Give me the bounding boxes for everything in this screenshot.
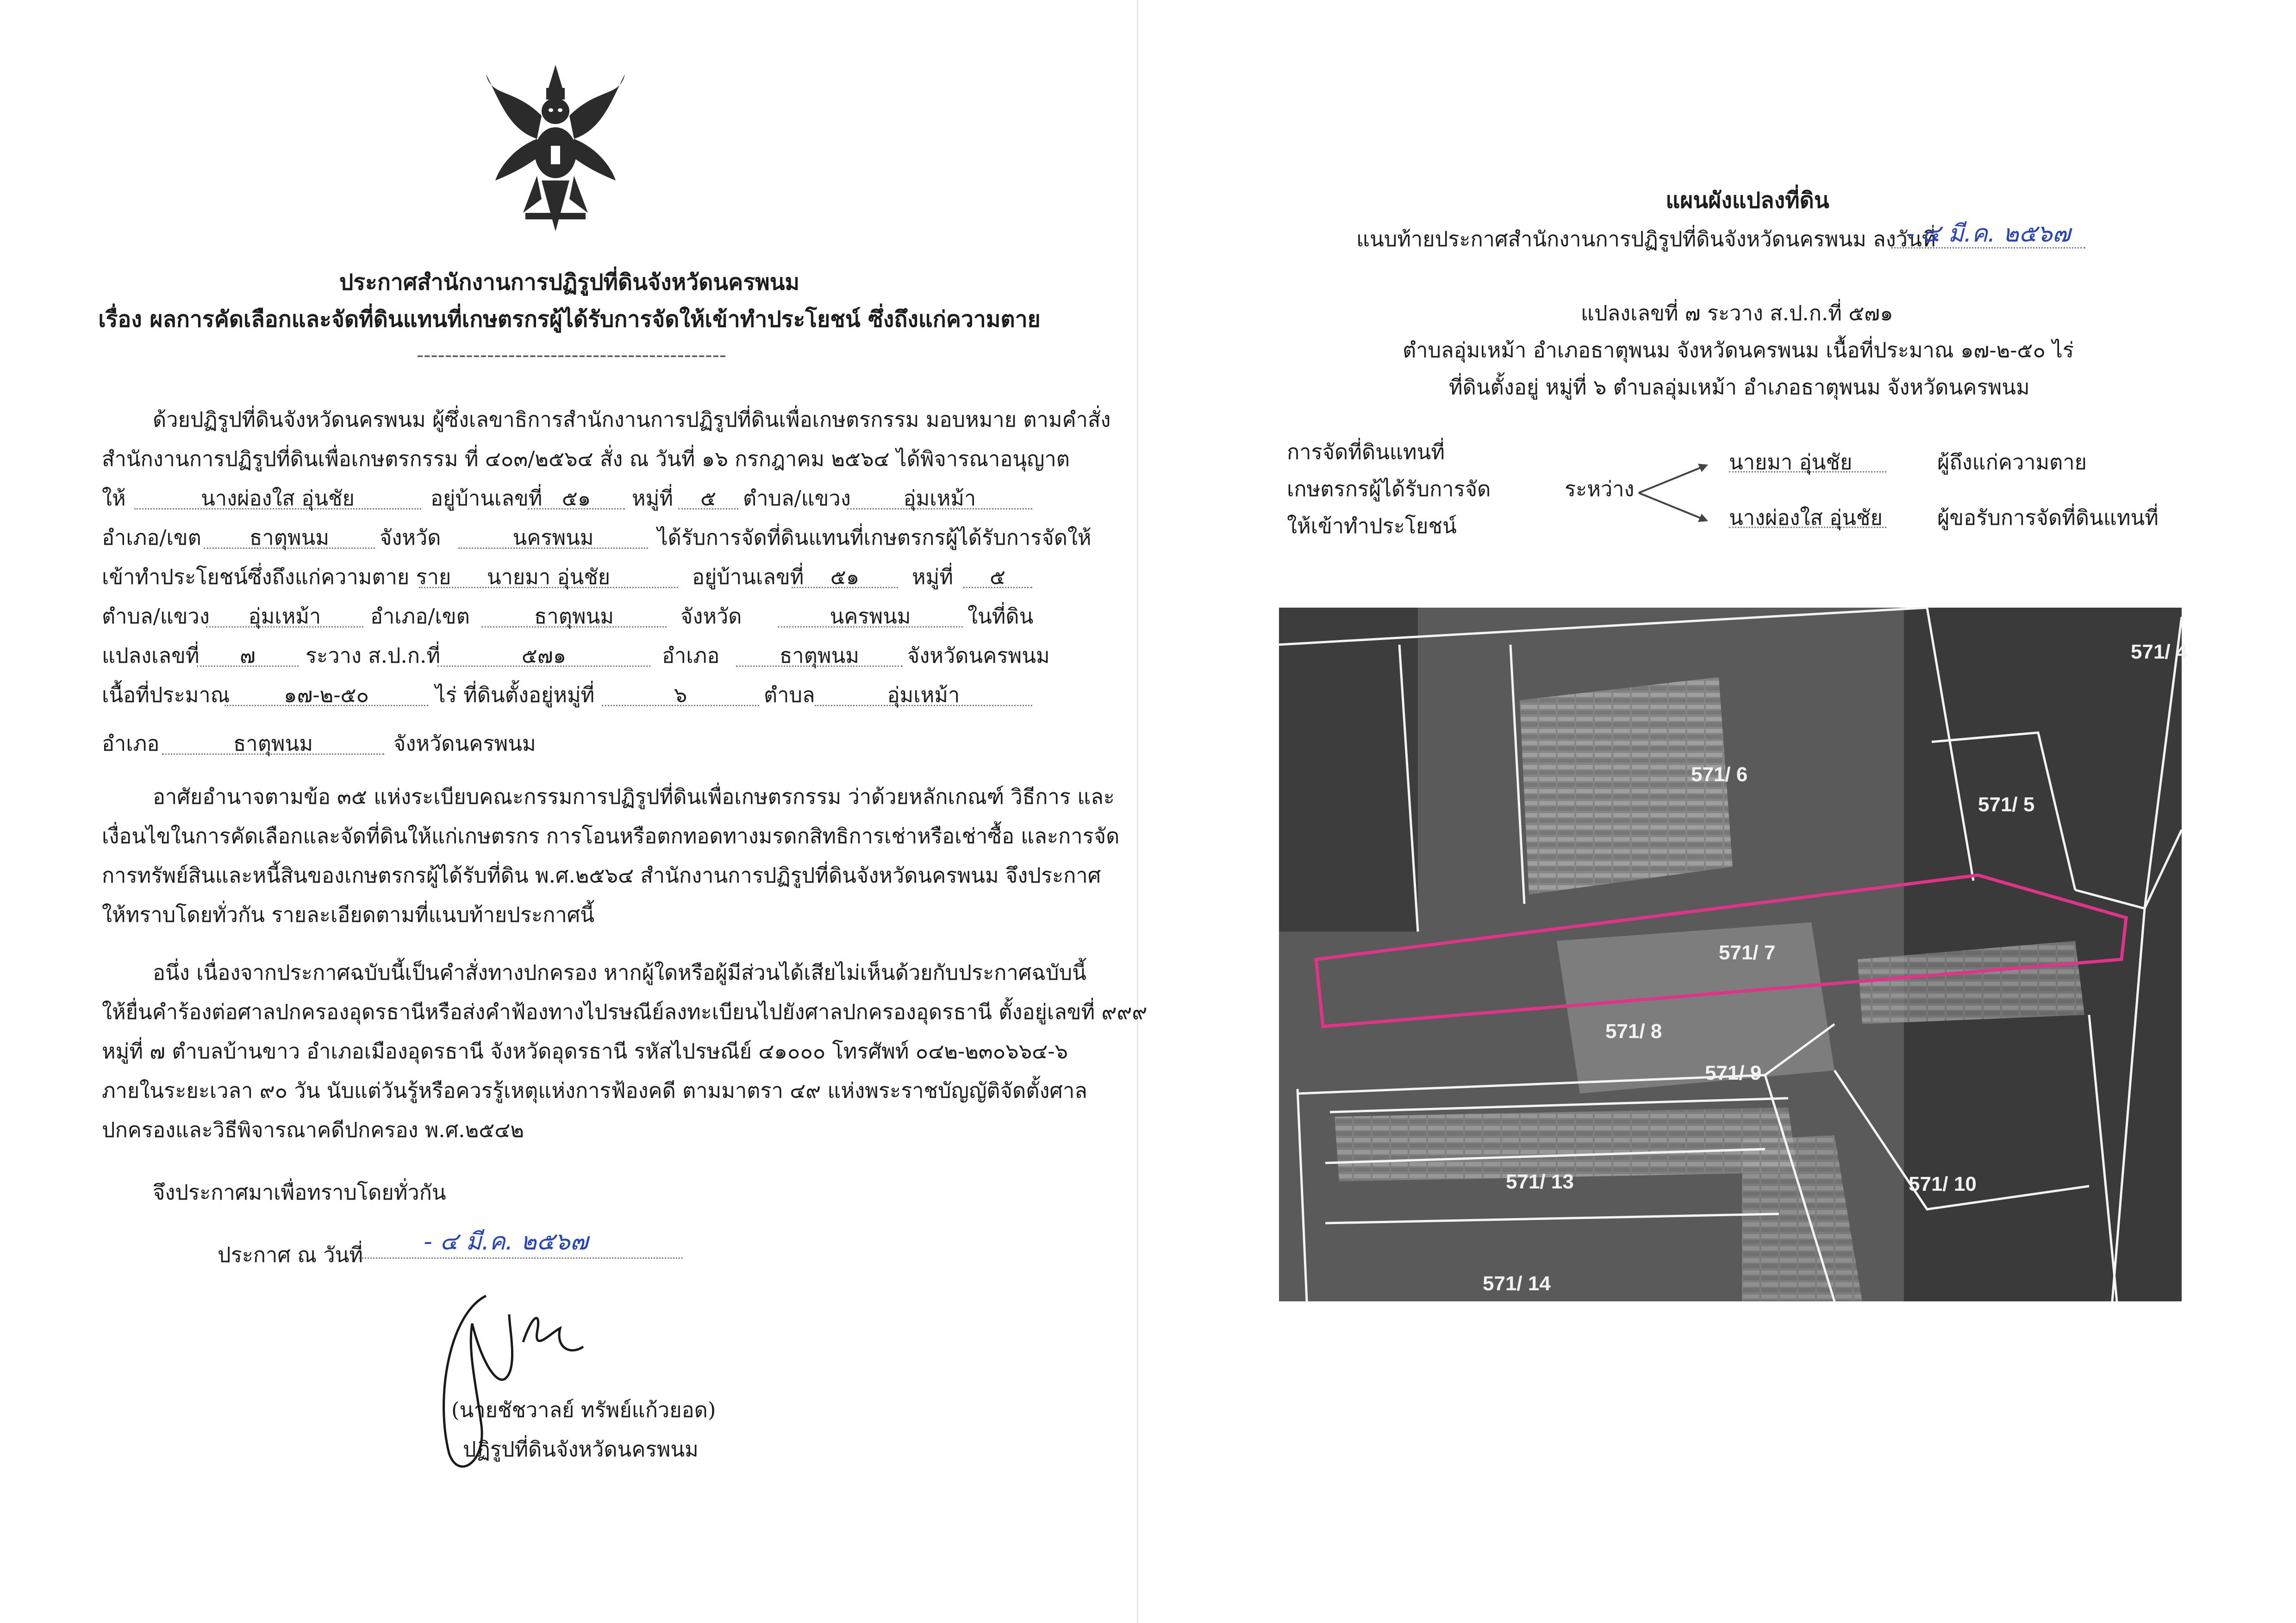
plan-recipient-role: ผู้ขอรับการจัดที่ดินแทนที่	[1937, 505, 2159, 530]
parcel-label-571-10: 571/ 10	[1909, 1173, 1977, 1195]
paragraph-2-line-1: อาศัยอำนาจตามข้อ ๓๕ แห่งระเบียบคณะกรรมการปฏิรูปที่ดินเพื่อเกษตรกรรม ว่าด้วยหลักเกณฑ์ วิธีการ และ	[153, 784, 1115, 809]
plot-amphoe-field: ธาตุพนม	[736, 639, 903, 667]
map-bare-land	[1557, 922, 1834, 1094]
signatory-name: (นายชัชวาลย์ ทรัพย์แก้วยอด)	[451, 1398, 716, 1422]
recipient-moo-field: ๕	[678, 481, 738, 510]
label-amphoe-short: อำเภอ	[662, 643, 720, 668]
paragraph-2-line-3: การทรัพย์สินและหนี้สินของเกษตรกรผู้ได้รับที่ดิน พ.ศ.๒๕๖๔ สำนักงานการปฏิรูปที่ดินจังหวัดนครพนม จึงประกาศ	[102, 863, 1101, 888]
plan-date-field: - ๔ มี.ค. ๒๕๖๗	[1891, 214, 2085, 249]
plan-subtitle: แนบท้ายประกาศสำนักงานการปฏิรูปที่ดินจังหวัดนครพนม ลงวันที่	[1356, 227, 1936, 251]
recipient-tambon-field: อุ่มเหม้า	[847, 481, 1032, 510]
recipient-house-no-field: ๕๑	[528, 481, 625, 510]
allocation-label-2: เกษตรกรผู้ได้รับการจัด	[1287, 477, 1491, 501]
between-label: ระหว่าง	[1565, 477, 1635, 501]
allocation-label-3: ให้เข้าทำประโยชน์	[1287, 514, 1457, 538]
map-forest-west	[1279, 608, 1418, 932]
label-amphoe-2: อำเภอ/เขต	[370, 604, 470, 628]
label-tambon-short: ตำบล	[764, 683, 815, 707]
paragraph-3-line-3: หมู่ที่ ๗ ตำบลบ้านขาว อำเภอเมืองอุดรธานี จังหวัดอุดรธานี รหัสไปรษณีย์ ๔๑๐๐๐ โทรศัพท์ ๐๔๒-๒๓๐๖๖๔-๖	[102, 1039, 1068, 1063]
plan-deceased-name: นายมา อุ่นชัย	[1729, 445, 1886, 473]
announcement-title: ประกาศสำนักงานการปฏิรูปที่ดินจังหวัดนครพนม	[339, 269, 800, 295]
parcel-label-571-8: 571/ 8	[1605, 1020, 1662, 1043]
label-house-no: อยู่บ้านเลขที่	[430, 486, 543, 510]
label-house-no-2: อยู่บ้านเลขที่	[692, 565, 804, 589]
paragraph-1-line-2: สำนักงานการปฏิรูปที่ดินเพื่อเกษตรกรรม ที่ ๔๐๓/๒๕๖๔ สั่ง ณ วันที่ ๑๖ กรกฎาคม ๒๕๖๔ ได้พิจารณาอนุญาต	[102, 447, 1070, 471]
recipient-province-field: นครพนม	[458, 521, 648, 549]
label-replace-text: ได้รับการจัดที่ดินแทนที่เกษตรกรผู้ได้รับการจัดให้	[657, 525, 1092, 550]
label-to: ให้	[102, 486, 126, 510]
deceased-moo-field: ๕	[963, 560, 1032, 588]
label-amphoe: อำเภอ/เขต	[102, 525, 201, 550]
label-province-2: จังหวัด	[680, 604, 742, 628]
located-moo-field: ๖	[602, 678, 759, 706]
title-divider: --------------------------------------------	[417, 342, 727, 367]
closing-text: จึงประกาศมาเพื่อทราบโดยทั่วกัน	[153, 1180, 446, 1205]
label-deceased-text: เข้าทำประโยชน์ซึ่งถึงแก่ความตาย ราย	[102, 565, 451, 589]
label-tambon: ตำบล/แขวง	[743, 486, 851, 510]
label-plot-no: แปลงเลขที่	[102, 643, 200, 668]
paragraph-3-line-1: อนึ่ง เนื่องจากประกาศฉบับนี้เป็นคำสั่งทางปกครอง หากผู้ใดหรือผู้มีส่วนได้เสียไม่เห็นด้วยกับประกาศฉบับนี้	[153, 960, 1086, 985]
plan-plot-line: แปลงเลขที่ ๗ ระวาง ส.ป.ก.ที่ ๕๗๑	[1581, 301, 1893, 325]
label-province-full: จังหวัดนครพนม	[907, 643, 1050, 668]
plan-deceased-role: ผู้ถึงแก่ความตาย	[1937, 450, 2087, 474]
deceased-tambon-field: อุ่มเหม้า	[206, 599, 363, 628]
label-area: เนื้อที่ประมาณ	[102, 683, 230, 707]
paragraph-2-line-2: เงื่อนไขในการคัดเลือกและจัดที่ดินให้แก่เกษตรกร การโอนหรือตกทอดทางมรดกสิทธิการเช่าหรือเช่าซื้อ และการจัด	[102, 824, 1120, 848]
paragraph-2-line-4: ให้ทราบโดยทั่วกัน รายละเอียดตามที่แนบท้ายประกาศนี้	[102, 902, 595, 927]
deceased-amphoe-field: ธาตุพนม	[481, 599, 667, 628]
label-tambon-2: ตำบล/แขวง	[102, 604, 210, 628]
paragraph-3-line-4: ภายในระยะเวลา ๙๐ วัน นับแต่วันรู้หรือควรรู้เหตุแห่งการฟ้องคดี ตามมาตรา ๔๙ แห่งพระราชบัญญัติจัดตั้งศาล	[102, 1078, 1087, 1103]
label-moo: หมู่ที่	[632, 486, 673, 510]
label-province: จังหวัด	[380, 525, 441, 550]
recipient-amphoe-field: ธาตุพนม	[204, 521, 375, 549]
paragraph-3-line-5: ปกครองและวิธีพิจารณาคดีปกครอง พ.ศ.๒๕๔๒	[102, 1118, 524, 1142]
deceased-name-field: นายมา อุ่นชัย	[419, 560, 678, 588]
deceased-house-no-field: ๕๑	[792, 560, 898, 588]
parcel-label-571-14: 571/ 14	[1483, 1272, 1551, 1295]
allocation-label-1: การจัดที่ดินแทนที่	[1287, 440, 1445, 464]
map-paddy-north	[1520, 677, 1733, 895]
located-tambon-field: อุ่มเหม้า	[815, 678, 1032, 706]
area-field: ๑๗-๒-๕๐	[225, 678, 428, 706]
announced-date-field: - ๔ มี.ค. ๒๕๖๗	[359, 1222, 683, 1259]
label-amphoe-short-2: อำเภอ	[102, 731, 160, 756]
garuda-emblem	[481, 60, 630, 236]
label-rawang: ระวาง ส.ป.ก.ที่	[306, 643, 441, 668]
label-moo-2: หมู่ที่	[912, 565, 953, 589]
plot-no-field: ๗	[197, 639, 299, 667]
between-arrows	[1634, 458, 1713, 528]
label-in-land: ในที่ดิน	[967, 604, 1034, 628]
label-rai-located: ไร่ ที่ดินตั้งอยู่หมู่ที่	[435, 683, 595, 707]
announcement-subject: เรื่อง ผลการคัดเลือกและจัดที่ดินแทนที่เกษตรกรผู้ได้รับการจัดให้เข้าทำประโยชน์ ซึ่งถึงแก่ความตาย	[98, 306, 1041, 332]
paragraph-3-line-2: ให้ยื่นคำร้องต่อศาลปกครองอุดรธานีหรือส่งคำฟ้องทางไปรษณีย์ลงทะเบียนไปยังศาลปกครองอุดรธานี ตั้งอยู่เลขที่ ๙๙๙	[102, 1000, 1148, 1024]
parcel-label-571-7: 571/ 7	[1719, 941, 1776, 964]
rawang-no-field: ๕๗๑	[437, 639, 650, 667]
plan-located-line: ที่ดินตั้งอยู่ หมู่ที่ ๖ ตำบลอุ่มเหม้า อำเภอธาตุพนม จังหวัดนครพนม	[1449, 375, 2030, 399]
parcel-label-571-9: 571/ 9	[1705, 1062, 1762, 1084]
paragraph-1-line-1: ด้วยปฏิรูปที่ดินจังหวัดนครพนม ผู้ซึ่งเลขาธิการสำนักงานการปฏิรูปที่ดินเพื่อเกษตรกรรม มอบหมาย ตามคำสั่ง	[153, 407, 1111, 432]
plan-recipient-name: นางผ่องใส อุ่นชัย	[1729, 501, 1886, 528]
announced-date-label: ประกาศ ณ วันที่	[218, 1243, 363, 1267]
plan-location-line: ตำบลอุ่มเหม้า อำเภอธาตุพนม จังหวัดนครพนม เนื้อที่ประมาณ ๑๗-๒-๕๐ ไร่	[1403, 338, 2074, 362]
label-province-full-2: จังหวัดนครพนม	[393, 731, 536, 756]
plan-title: แผนผังแปลงที่ดิน	[1666, 187, 1829, 213]
parcel-label-571-4: 571/ 4	[2131, 640, 2188, 663]
deceased-province-field: นครพนม	[778, 599, 963, 628]
aerial-parcel-map	[1279, 608, 2188, 1301]
located-amphoe-field: ธาตุพนม	[162, 727, 384, 755]
parcel-label-571-13: 571/ 13	[1506, 1170, 1574, 1193]
parcel-label-571-6: 571/ 6	[1691, 763, 1748, 786]
parcel-label-571-5: 571/ 5	[1978, 793, 2035, 816]
signatory-title: ปฏิรูปที่ดินจังหวัดนครพนม	[463, 1437, 699, 1461]
recipient-name-field: นางผ่องใส อุ่นชัย	[134, 481, 421, 510]
